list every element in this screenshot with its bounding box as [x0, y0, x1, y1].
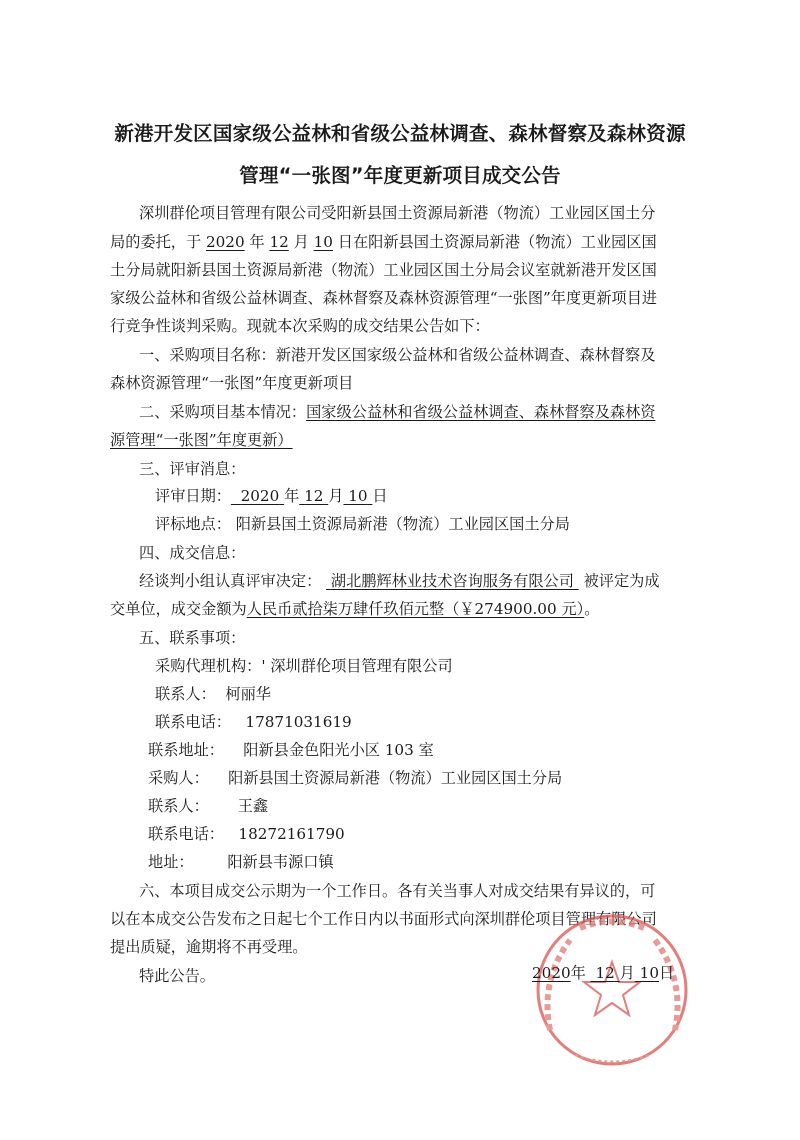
- deal-amount: 人民币贰拾柒万肆仟玖佰元整（￥274900.00 元）: [246, 600, 585, 618]
- buyer-row: 采购人： 阳新县国土资源局新港（物流）工业园区国土分局: [148, 769, 563, 787]
- agency-row: 采购代理机构：' 深圳群伦项目管理有限公司: [155, 657, 453, 675]
- title-line-2: 管理“一张图”年度更新项目成交公告: [239, 164, 561, 187]
- contact2-row: 联系人： 王鑫: [148, 797, 269, 815]
- section1-line-2: 森林资源管理“一张图”年度更新项目: [110, 374, 354, 392]
- section2-info: 国家级公益林和省级公益林调查、森林督察及森林资: [306, 403, 656, 421]
- closing-text: 特此公告。: [139, 967, 215, 985]
- intro-line-1: 深圳群伦项目管理有限公司受阳新县国土资源局新港（物流）工业园区国土分: [139, 204, 656, 222]
- review-date: 评审日期： 2020 年 12 月 10 日: [155, 487, 388, 505]
- intro-year: 2020: [205, 233, 245, 251]
- address2-row: 地址： 阳新县韦源口镇: [148, 853, 334, 871]
- phone1-row: 联系电话： 17871031619: [155, 713, 352, 731]
- section2-line-1: 二、采购项目基本情况：国家级公益林和省级公益林调查、森林督察及森林资: [139, 403, 656, 421]
- winner-name: 湖北鹏辉林业技术咨询服务有限公司: [330, 572, 574, 590]
- section5-heading: 五、联系事项：: [139, 629, 246, 647]
- section3-heading: 三、评审消息：: [139, 460, 246, 478]
- section4-line-1: 经谈判小组认真评审决定： 湖北鹏辉林业技术咨询服务有限公司 被评定为成: [139, 572, 660, 590]
- section4-heading: 四、成交信息：: [139, 544, 246, 562]
- contact1-row: 联系人： 柯丽华: [155, 685, 271, 703]
- section4-line-2: 交单位，成交金额为人民币贰拾柒万肆仟玖佰元整（￥274900.00 元）。: [110, 600, 600, 618]
- sign-date: 2020年 12 月 10日: [532, 964, 675, 982]
- section2-line-2: 源管理“一张图”年度更新）: [110, 431, 293, 449]
- section6-line-3: 提出质疑，逾期将不再受理。: [110, 938, 308, 956]
- intro-month: 12: [269, 233, 289, 251]
- review-place: 评标地点： 阳新县国土资源局新港（物流）工业园区国土分局: [155, 515, 570, 533]
- section6-line-2: 以在本成交公告发布之日起七个工作日内以书面形式向深圳群伦项目管理有限公司: [110, 910, 657, 928]
- intro-line-2: 局的委托，于 2020 年 12 月 10 日在阳新县国土资源局新港（物流）工业园区国: [110, 233, 657, 251]
- intro-line-5: 行竞争性谈判采购。现就本次采购的成交结果公告如下：: [110, 317, 490, 335]
- section6-line-1: 六、本项目成交公示期为一个工作日。各有关当事人对成交结果有异议的，可: [139, 882, 656, 900]
- address1-row: 联系地址： 阳新县金色阳光小区 103 室: [148, 741, 434, 759]
- section1-line-1: 一、采购项目名称：新港开发区国家级公益林和省级公益林调查、森林督察及: [139, 346, 656, 364]
- intro-line-4: 家级公益林和省级公益林调查、森林督察及森林资源管理“一张图”年度更新项目进: [110, 289, 658, 307]
- intro-day: 10: [313, 233, 333, 251]
- phone2-row: 联系电话： 18272161790: [148, 825, 345, 843]
- official-seal-stamp: [520, 910, 705, 1070]
- title-line-1: 新港开发区国家级公益林和省级公益林调查、森林督察及森林资源: [114, 122, 686, 145]
- intro-line-3: 土分局就阳新县国土资源局新港（物流）工业园区国土分局会议室就新港开发区国: [110, 261, 657, 279]
